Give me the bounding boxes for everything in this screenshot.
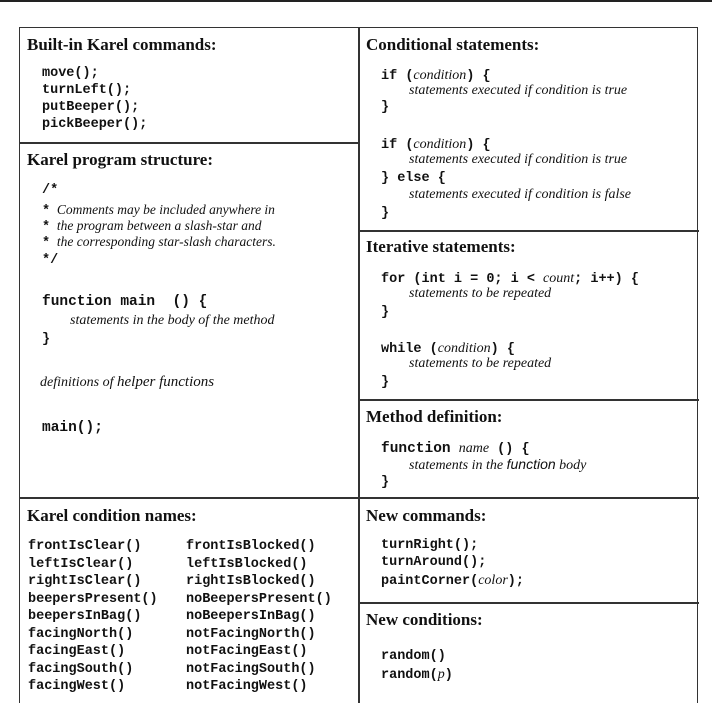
builtin-commands-heading: Built-in Karel commands: xyxy=(27,35,217,54)
main-body-text: statements in the body of the method xyxy=(70,313,275,328)
main-call: main(); xyxy=(42,420,103,436)
else-line: } else { xyxy=(381,171,446,186)
main-close-brace: } xyxy=(42,332,51,347)
condition-name: facingWest() xyxy=(28,679,126,694)
else-true-text: statements executed if condition is true xyxy=(409,152,628,167)
reference-table xyxy=(19,27,698,703)
command-turnaround: turnAround(); xyxy=(381,555,487,570)
condition-name-negated: notFacingEast() xyxy=(186,644,308,659)
for-body-text: statements to be repeated xyxy=(409,286,552,301)
condition-names-heading: Karel condition names: xyxy=(27,506,197,525)
main-declaration: function main () { xyxy=(42,294,208,310)
row-divider xyxy=(358,230,699,232)
conditional-heading: Conditional statements: xyxy=(366,35,540,54)
if-line: if (condition) { xyxy=(381,68,491,84)
while-close: } xyxy=(381,375,390,390)
command-turnleft: turnLeft(); xyxy=(42,83,132,98)
function-body-text: statements in the function body xyxy=(409,456,587,473)
command-pickbeeper: pickBeeper(); xyxy=(42,117,148,132)
condition-name-negated: rightIsBlocked() xyxy=(186,574,316,589)
row-divider xyxy=(358,602,699,604)
condition-name: beepersPresent() xyxy=(28,591,158,607)
for-line: for (int i = 0; i < count; i++) { xyxy=(381,271,639,287)
comment-line: * the program between a slash-star and xyxy=(42,218,262,235)
top-rule xyxy=(0,0,712,2)
command-move: move(); xyxy=(42,66,99,81)
new-conditions-heading: New conditions: xyxy=(366,610,483,629)
while-line: while (condition) { xyxy=(381,341,515,357)
condition-name-negated: noBeepersPresent() xyxy=(186,591,332,607)
condition-name-negated: noBeepersInBag() xyxy=(186,609,316,624)
row-divider xyxy=(20,142,358,144)
condition-random: random() xyxy=(381,649,446,664)
condition-name: frontIsClear() xyxy=(28,539,142,554)
if-else-line: if (condition) { xyxy=(381,137,491,153)
command-putbeeper: putBeeper(); xyxy=(42,100,140,115)
condition-name-negated: notFacingNorth() xyxy=(186,626,316,642)
function-close: } xyxy=(381,475,390,490)
new-commands-heading: New commands: xyxy=(366,506,487,525)
program-structure-heading: Karel program structure: xyxy=(27,150,214,169)
condition-name: facingSouth() xyxy=(28,661,134,677)
condition-name: rightIsClear() xyxy=(28,574,142,589)
condition-random-p: random(p) xyxy=(381,667,453,683)
condition-name: beepersInBag() xyxy=(28,609,142,624)
iterative-heading: Iterative statements: xyxy=(366,237,516,256)
condition-name-negated: notFacingSouth() xyxy=(186,661,316,677)
row-divider xyxy=(358,399,699,401)
helper-definitions: definitions of helper functions xyxy=(40,374,215,390)
if-true-text: statements executed if condition is true xyxy=(409,83,628,98)
condition-name: facingNorth() xyxy=(28,626,134,642)
while-body-text: statements to be repeated xyxy=(409,356,552,371)
command-turnright: turnRight(); xyxy=(381,538,479,553)
method-heading: Method definition: xyxy=(366,407,503,426)
comment-open: /* xyxy=(42,183,59,198)
comment-line: * Comments may be included anywhere in xyxy=(42,202,275,219)
else-false-text: statements executed if condition is false xyxy=(409,187,632,202)
if-close: } xyxy=(381,100,390,115)
comment-close: */ xyxy=(42,253,59,268)
else-close: } xyxy=(381,206,390,221)
command-paintcorner: paintCorner(color); xyxy=(381,573,524,589)
condition-name: leftIsClear() xyxy=(28,556,134,572)
condition-name-negated: leftIsBlocked() xyxy=(186,556,308,572)
comment-line: * the corresponding star-slash characters. xyxy=(42,234,276,251)
row-divider xyxy=(20,497,699,499)
for-close: } xyxy=(381,305,390,320)
condition-name-negated: notFacingWest() xyxy=(186,679,308,694)
condition-name: facingEast() xyxy=(28,644,126,659)
condition-name-negated: frontIsBlocked() xyxy=(186,539,316,554)
function-line: function name () { xyxy=(381,441,530,457)
